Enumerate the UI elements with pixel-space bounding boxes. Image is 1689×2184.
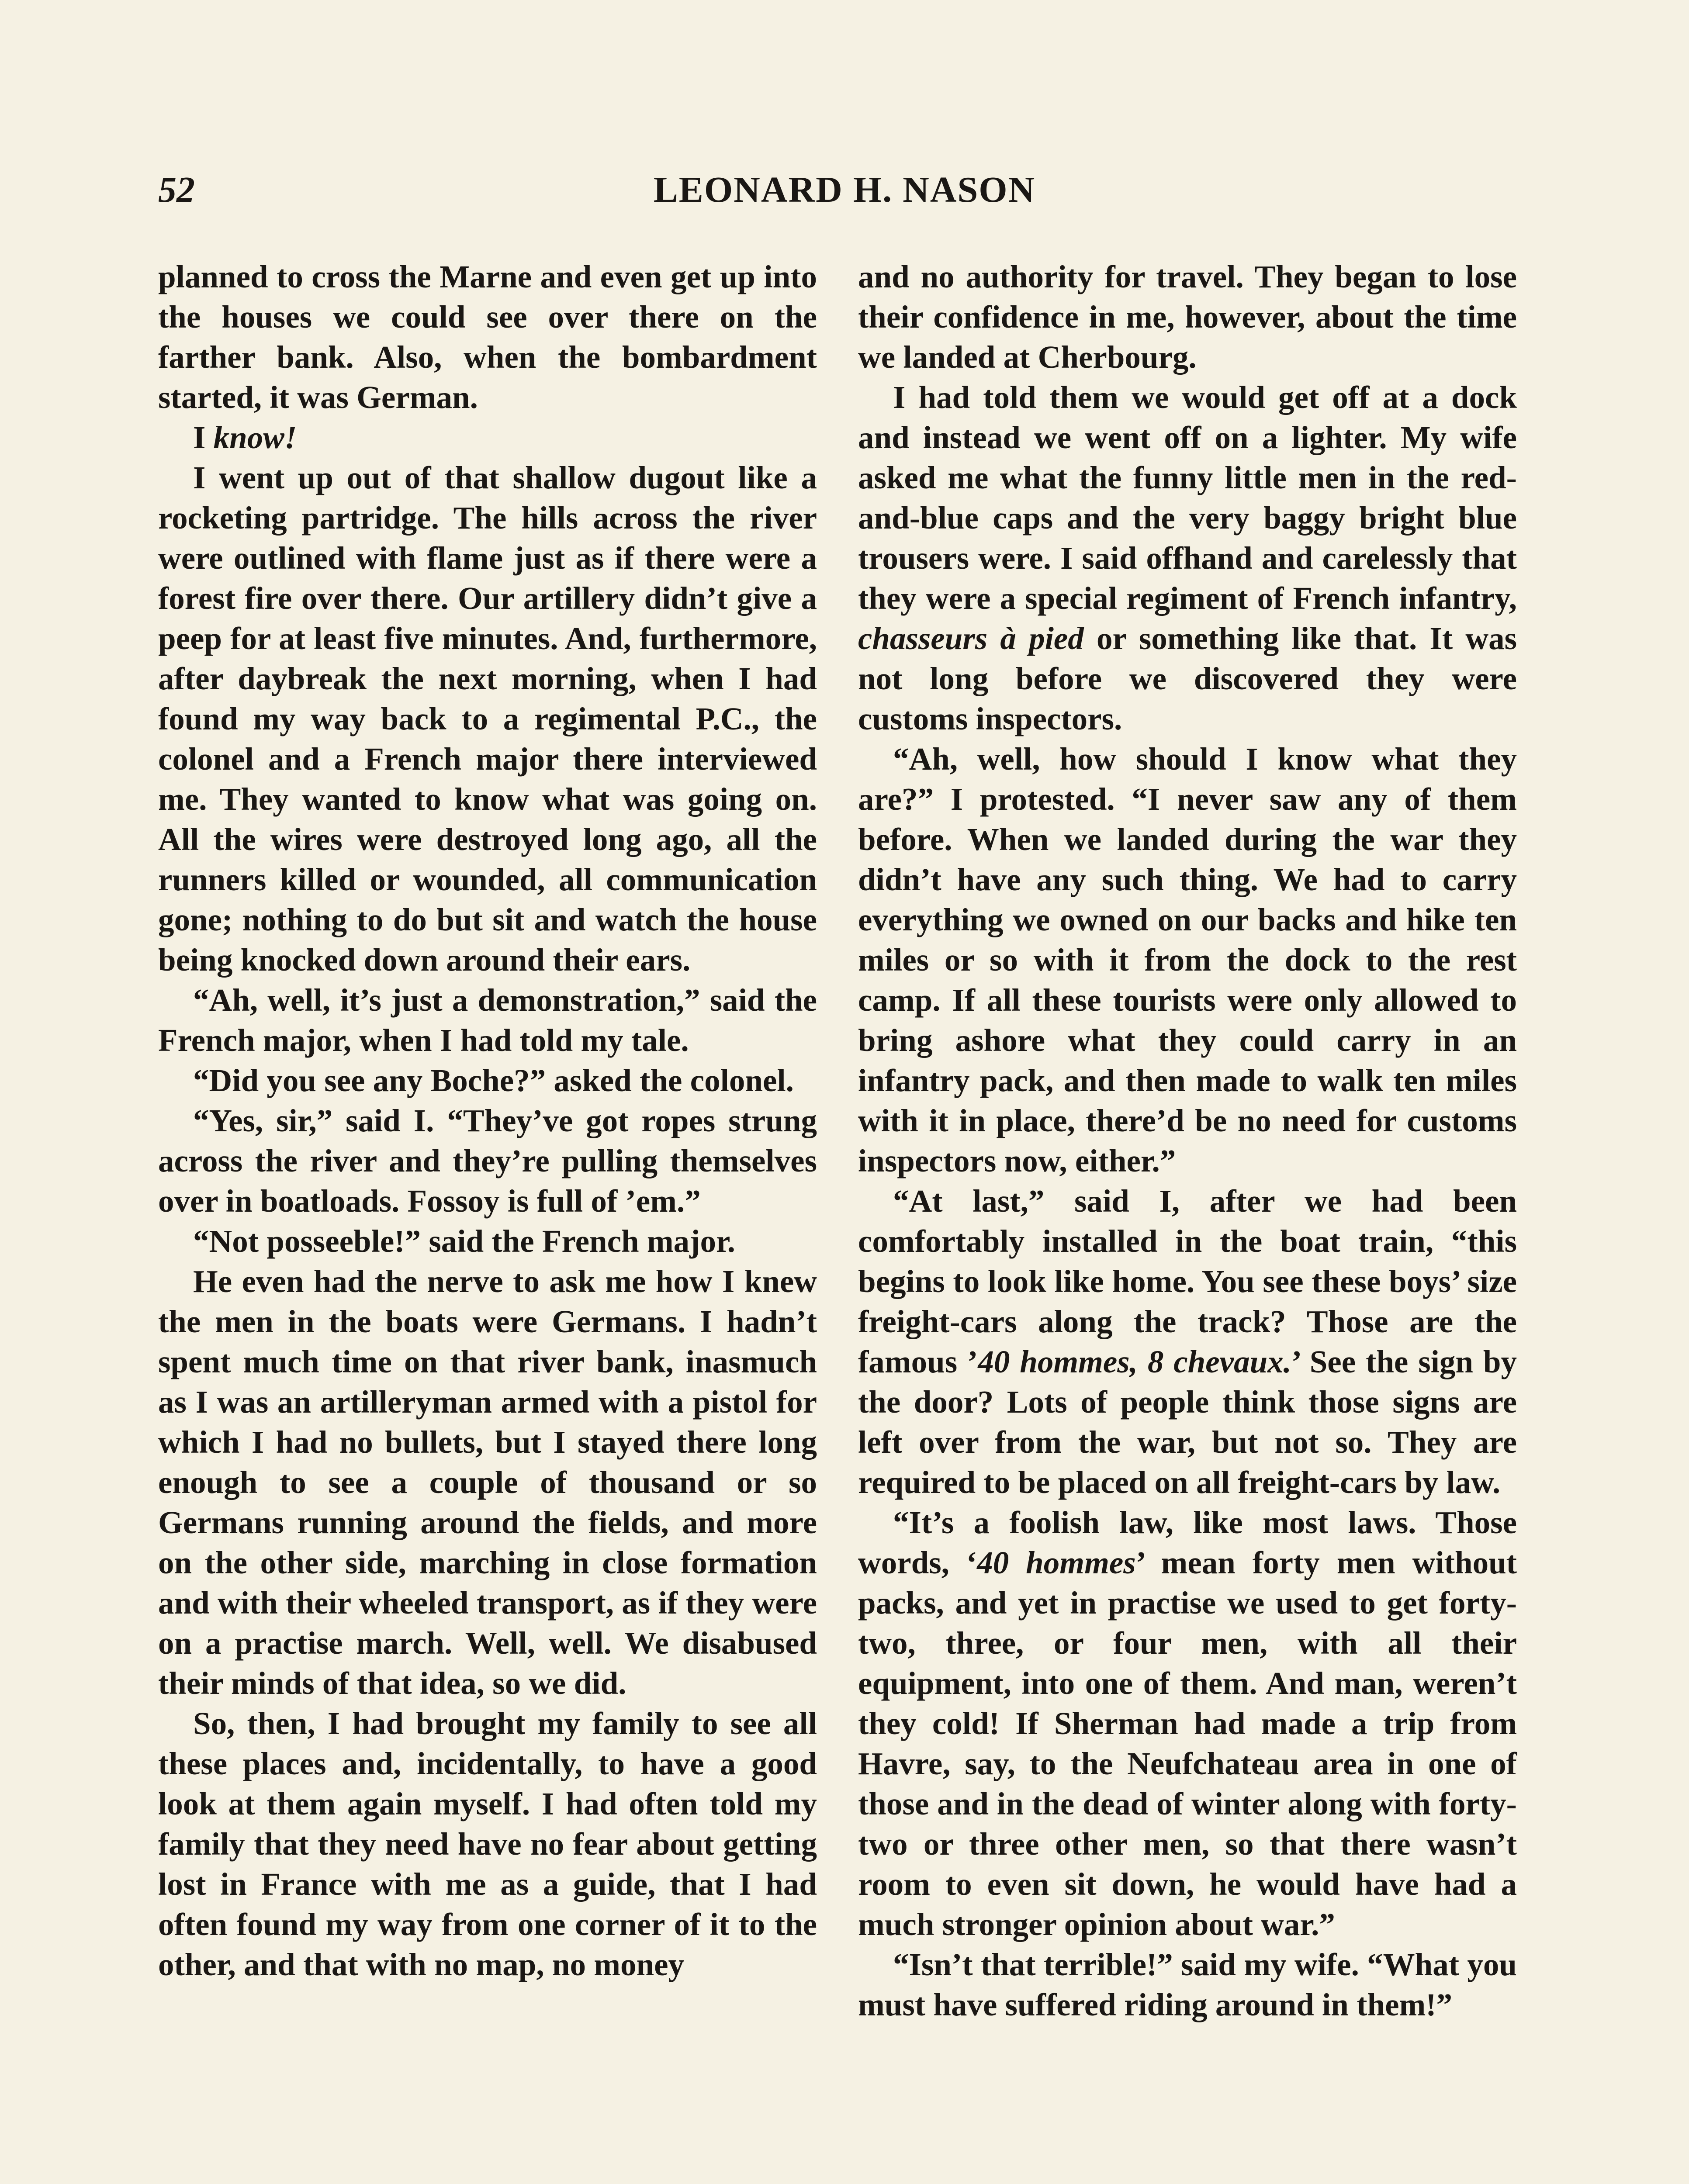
paragraph-text: “It’s a foolish law, like most laws. Those words, ‘ — [858, 1505, 1517, 1580]
paragraph — [858, 1503, 1517, 1945]
paragraph-text: or something like that. It was not long before we discovered they were customs inspectors. — [858, 621, 1517, 736]
paragraph-text: planned to cross the Marne and even get up into the houses we could see over there on the farther bank. Also, when the bombardment started, it was German. — [158, 259, 817, 415]
page-header — [158, 162, 1531, 218]
paragraph — [158, 418, 817, 458]
paragraph-text: and no authority for travel. They began to lose their confidence in me, however, about the time we landed at Cherbourg. — [858, 259, 1517, 375]
paragraph-text: I had told them we would get off at a dock and instead we went off on a lighter. My wife asked me what the funny little men in the red-and-blue caps and the very baggy bright blue trousers were. I said offhand and carelessly that they were a special regiment of French infantry, — [858, 380, 1517, 616]
paragraph-text: “Did you see any Boche?” asked the colonel. — [193, 1063, 794, 1098]
right-text-column — [858, 257, 1517, 2025]
paragraph-text: ’ See the sign by the door? Lots of people think those signs are left over from the war, but not so. They are required to be placed on all freight-cars by law. — [858, 1344, 1517, 1500]
paragraph — [158, 1221, 817, 1261]
italic-text: know! — [213, 420, 297, 455]
paragraph — [158, 257, 817, 418]
page-number: 52 — [158, 169, 195, 210]
paragraph-text: “At last,” said I, after we had been comfortably installed in the boat train, “this begins to look like home. You see these boys’ size freight-cars along the track? Those are the famous ’ — [858, 1183, 1517, 1379]
running-head: LEONARD H. NASON — [653, 169, 1036, 210]
paragraph — [858, 257, 1517, 377]
paragraph — [858, 1945, 1517, 2025]
left-text-column — [158, 257, 817, 1985]
paragraph-text: He even had the nerve to ask me how I knew the men in the boats were Germans. I hadn’t spent much time on that river bank, inasmuch as I was an artilleryman armed with a pistol for which I had no bullets, but I stayed there long enough to see a couple of thousand or so Germans running around the fields, and more on the other side, marching in close formation and with their wheeled transport, as if they were on a practise march. Well, well. We disabused their minds of that idea, so we did. — [158, 1264, 817, 1701]
paragraph — [858, 1181, 1517, 1503]
paragraph-text: So, then, I had brought my family to see all these places and, incidentally, to have a good look at them again myself. I had often told my family that they need have no fear about getting lost in France with me as a guide, that I had often found my way from one corner of it to the other, and that with no map, no money — [158, 1706, 817, 1982]
paragraph-text: “Ah, well, how should I know what they are?” I protested. “I never saw any of them before. When we landed during the war they didn’t have any such thing. We had to carry everything we owned on our backs and hike ten miles or so with it from the dock to the rest camp. If all these tourists were only allowed to bring ashore what they could carry in an infantry pack, and then made to walk ten miles with it in place, there’d be no need for customs inspectors now, either.” — [858, 741, 1517, 1178]
paragraph-text: “Yes, sir,” said I. “They’ve got ropes strung across the river and they’re pulling themselves over in boatloads. Fossoy is full of ’em.” — [158, 1103, 817, 1219]
paragraph-text: I went up out of that shallow dugout like a rocketing partridge. The hills across the river were outlined with flame just as if there were a forest fire over there. Our artillery didn’t give a peep for at least five minutes. And, furthermore, after daybreak the next morning, when I had found my way back to a regimental P.C., the colonel and a French major there interviewed me. They wanted to know what was going on. All the wires were destroyed long ago, all the runners killed or wounded, all communication gone; nothing to do but sit and watch the house being knocked down around their ears. — [158, 460, 817, 978]
paragraph-text: I — [193, 420, 214, 455]
paragraph — [158, 980, 817, 1061]
paragraph-text: “Ah, well, it’s just a demonstration,” said the French major, when I had told my tale. — [158, 982, 817, 1058]
paragraph-text: ’ mean forty men without packs, and yet in practise we used to get forty-two, three, or four men, with all their equipment, into one of them. And man, weren’t they cold! If Sherman had made a trip from Havre, say, to the Neufchateau area in one of those and in the dead of winter along with forty-two or three other men, so that there wasn’t room to even sit down, he would have had a much stronger opinion about war.” — [858, 1545, 1517, 1942]
paragraph-text: “Not posseeble!” said the French major. — [193, 1223, 735, 1259]
paragraph-text: “Isn’t that terrible!” said my wife. “What you must have suffered riding around in them!” — [858, 1947, 1517, 2022]
paragraph — [158, 1061, 817, 1101]
italic-text: chasseurs à pied — [858, 621, 1084, 656]
paragraph — [158, 1261, 817, 1704]
paragraph — [858, 377, 1517, 739]
paragraph — [858, 739, 1517, 1181]
italic-text: 40 hommes — [977, 1545, 1136, 1580]
italic-text: 40 hommes, 8 chevaux. — [978, 1344, 1291, 1379]
paragraph — [158, 458, 817, 980]
paragraph — [158, 1704, 817, 1985]
paragraph — [158, 1101, 817, 1221]
